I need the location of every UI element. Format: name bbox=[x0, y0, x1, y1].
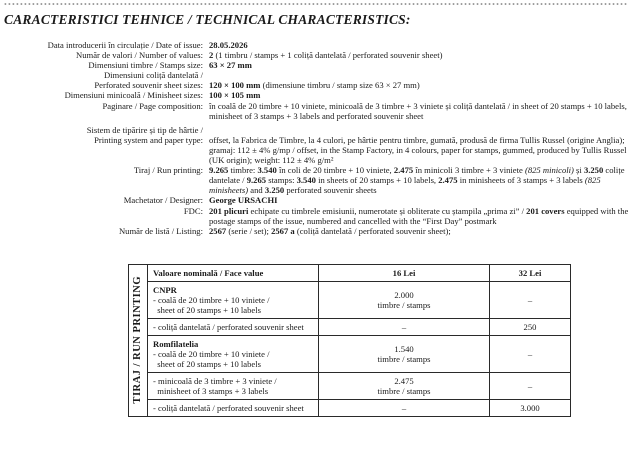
spec-label bbox=[4, 70, 209, 90]
spec-label bbox=[4, 125, 209, 165]
listing-number: 2567 a bbox=[271, 225, 295, 236]
spec-value: 100 × 105 mm bbox=[209, 90, 261, 101]
specs-list bbox=[4, 40, 636, 236]
table-row bbox=[129, 400, 571, 417]
run-text: colițe dantelate / bbox=[209, 165, 625, 186]
spec-label-line: Printing system and paper type: bbox=[94, 134, 203, 145]
run-number: 2.475 bbox=[393, 165, 414, 176]
cell-number: 2.475 bbox=[394, 376, 414, 386]
row-label-line: minisheet of 3 stamps + 3 labels bbox=[157, 386, 269, 396]
spec-label: Număr de valori / Number of values: bbox=[76, 50, 203, 61]
spec-run-printing bbox=[4, 165, 636, 195]
run-text: and bbox=[248, 185, 265, 196]
spec-value-text: (1 timbru / stamps + 1 coliță dantelată / perforated souvenir sheet) bbox=[213, 50, 443, 61]
cell-unit: timbre / stamps bbox=[377, 386, 431, 396]
cell-number: 1.540 bbox=[394, 344, 414, 354]
run-text: perforated souvenir sheets bbox=[284, 185, 377, 196]
cell-16-lei: – bbox=[319, 400, 490, 417]
spec-page-composition bbox=[4, 101, 636, 121]
spec-label: Paginare / Page composition: bbox=[102, 100, 203, 111]
run-text: și bbox=[573, 165, 584, 176]
spec-value bbox=[209, 125, 636, 165]
spec-issue-date bbox=[4, 40, 636, 50]
table-header-row bbox=[129, 265, 571, 282]
header-16-lei: 16 Lei bbox=[319, 265, 490, 282]
cell-32-lei: 250 bbox=[490, 319, 571, 336]
cell-32-lei: 3.000 bbox=[490, 400, 571, 417]
spec-value: în coală de 20 timbre + 10 viniete, minicoală de 3 timbre + 3 viniete și coliță dantelată / in sheet of 20 stamps + 10 labels, minisheet of 3 stamps + 3 labels and perforated souvenir sheet bbox=[209, 100, 627, 121]
cell-unit: timbre / stamps bbox=[377, 354, 431, 364]
spec-value bbox=[209, 50, 636, 60]
spec-value-text: offset, la Fabrica de Timbre, la 4 culori, pe hârtie pentru timbre, gumată, produsă de firma Tullis Russel (origine Anglia); gramaj: 112 ± 4% g/mp / offset, in the Stamp Factory, in 4 colours, paper for stamps, gummed, produced by Tullis Russel (UK origin); weight: 112 ± 4% g/m² bbox=[209, 134, 627, 166]
row-label-line: - coală de 20 timbre + 10 viniete / bbox=[153, 295, 270, 305]
spec-label-line: Perforated souvenir sheet sizes: bbox=[94, 80, 203, 91]
spec-label: Dimensiuni minicoală / Minisheet sizes: bbox=[64, 90, 203, 101]
group-title: CNPR bbox=[153, 285, 177, 295]
row-label-line: - coală de 20 timbre + 10 viniete / bbox=[153, 349, 270, 359]
run-text: timbre: bbox=[228, 165, 258, 176]
run-number: 3.540 bbox=[257, 165, 277, 176]
page-title: CARACTERISTICI TEHNICE / TECHNICAL CHARACTERISTICS: bbox=[4, 12, 411, 27]
cell-32-lei: – bbox=[490, 336, 571, 373]
fdc-number: 201 plicuri bbox=[209, 205, 249, 216]
spec-label: Data introducerii în circulație / Date of issue: bbox=[47, 40, 203, 50]
spec-value bbox=[209, 70, 636, 90]
run-note: (825 minicoli) bbox=[524, 165, 574, 176]
run-text: in sheets of 20 stamps + 10 labels, bbox=[315, 175, 439, 186]
spec-minisheet-size bbox=[4, 90, 636, 100]
table-side-label bbox=[129, 265, 148, 417]
spec-label: Dimensiuni timbre / Stamps size: bbox=[88, 60, 203, 71]
listing-text: (serie / set); bbox=[226, 225, 272, 236]
cell-32-lei: – bbox=[490, 282, 571, 319]
spec-value: 28.05.2026 bbox=[209, 40, 248, 50]
listing-text: (coliță dantelată / perforated souvenir sheet); bbox=[294, 225, 451, 236]
spec-value-bold: 120 × 100 mm bbox=[209, 80, 261, 91]
spec-value bbox=[209, 165, 636, 195]
fdc-text: echipate cu timbrele emisiunii, numerotate și obliterate cu ștampila „prima zi” / bbox=[248, 205, 527, 216]
row-label: - coliță dantelată / perforated souvenir sheet bbox=[148, 400, 319, 417]
spec-printing-system bbox=[4, 125, 636, 165]
run-text: in minisheets of 3 stamps + 3 labels bbox=[457, 175, 585, 186]
spec-value-text: (dimensiune timbru / stamp size 63 × 27 mm) bbox=[260, 80, 420, 91]
header-32-lei: 32 Lei bbox=[490, 265, 571, 282]
cell-16-lei bbox=[319, 373, 490, 400]
header-face-value: Valoare nominală / Face value bbox=[148, 265, 319, 282]
fdc-text: equipped with the postage stamps of the issue, numbered and cancelled with the “First Day” postmark bbox=[209, 205, 629, 226]
row-label-line: - minicoală de 3 timbre + 3 viniete / bbox=[153, 376, 277, 386]
table-row bbox=[129, 336, 571, 373]
table-row bbox=[129, 373, 571, 400]
run-text: stamps: bbox=[266, 175, 297, 186]
table-row bbox=[129, 282, 571, 319]
spec-fdc bbox=[4, 206, 636, 226]
run-number: 3.250 bbox=[583, 165, 604, 176]
spec-values-count bbox=[4, 50, 636, 60]
row-label: - coliță dantelată / perforated souvenir sheet bbox=[148, 319, 319, 336]
row-label bbox=[148, 282, 319, 319]
spec-label-line: Dimensiuni coliță dantelată / bbox=[103, 70, 203, 81]
row-label-line: sheet of 20 stamps + 10 labels bbox=[157, 359, 261, 369]
spec-value-bold: 2 bbox=[209, 50, 214, 61]
run-note: (825 minisheets) bbox=[209, 175, 601, 196]
group-title: Romfilatelia bbox=[153, 339, 199, 349]
spec-label: FDC: bbox=[183, 205, 203, 216]
spec-label-line: Sistem de tipărire și tip de hârtie / bbox=[86, 124, 203, 135]
run-number: 9.265 bbox=[246, 175, 267, 186]
row-label bbox=[148, 336, 319, 373]
spec-label: Tiraj / Run printing: bbox=[133, 165, 203, 176]
spec-listing bbox=[4, 226, 636, 236]
run-text: în coli de 20 timbre + 10 viniete, bbox=[276, 165, 394, 176]
dotted-divider: •••••••••••••••••••••••••••••••••••••••••••••••••••••••••••••••••••••••••••••••••••••••••••••••••••••••••••••••••••••••••••••••••••••••••••••••••••••••••••• bbox=[4, 0, 629, 9]
spec-label: Număr de listă / Listing: bbox=[118, 225, 203, 236]
cell-32-lei: – bbox=[490, 373, 571, 400]
cell-16-lei bbox=[319, 282, 490, 319]
spec-value bbox=[209, 206, 636, 226]
cell-unit: timbre / stamps bbox=[377, 300, 431, 310]
spec-value: George URSACHI bbox=[209, 195, 278, 206]
cell-16-lei bbox=[319, 336, 490, 373]
run-printing-table bbox=[128, 264, 571, 417]
spec-label: Machetator / Designer: bbox=[123, 195, 203, 206]
listing-number: 2567 bbox=[209, 225, 227, 236]
spec-value: 63 × 27 mm bbox=[209, 60, 252, 71]
spec-stamp-size bbox=[4, 60, 636, 70]
spec-sheet-size bbox=[4, 70, 636, 90]
run-number: 3.250 bbox=[264, 185, 285, 196]
spec-designer bbox=[4, 195, 636, 205]
fdc-number: 201 covers bbox=[526, 205, 565, 216]
run-number: 9.265 bbox=[209, 165, 229, 176]
run-number: 3.540 bbox=[296, 175, 316, 186]
cell-number: 2.000 bbox=[394, 290, 414, 300]
table-row bbox=[129, 319, 571, 336]
side-label-text: TIRAJ / RUN PRINTING bbox=[132, 275, 143, 404]
cell-16-lei: – bbox=[319, 319, 490, 336]
spec-value bbox=[209, 226, 636, 236]
row-label bbox=[148, 373, 319, 400]
run-number: 2.475 bbox=[438, 175, 458, 186]
run-text: în minicoli 3 timbre + 3 viniete bbox=[413, 165, 525, 176]
row-label-line: sheet of 20 stamps + 10 labels bbox=[157, 305, 261, 315]
